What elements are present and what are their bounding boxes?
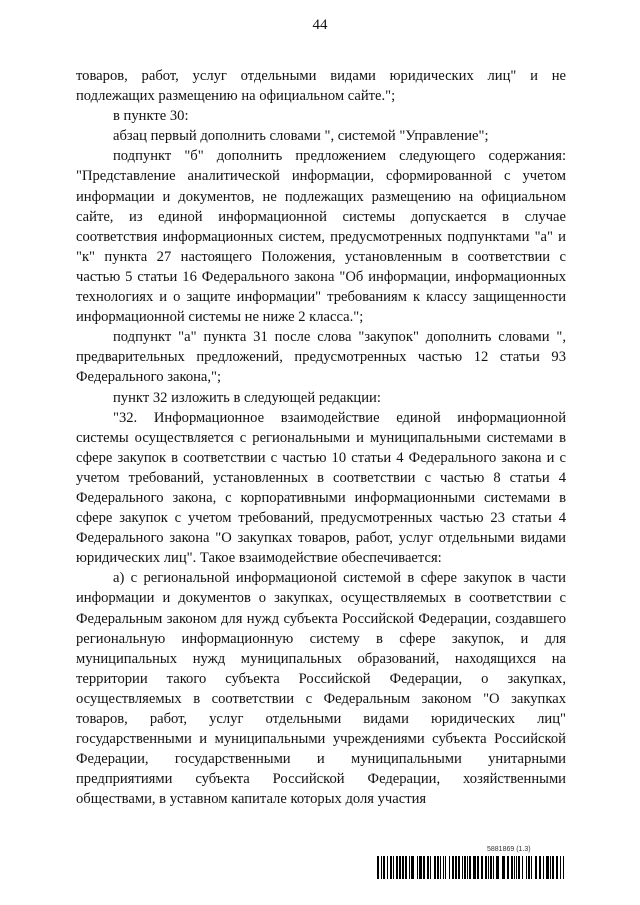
page-number: 44 (312, 17, 328, 33)
footer-code: 5881869 (1.3) (487, 846, 531, 853)
barcode (377, 856, 565, 879)
paragraph: а) с региональной информационой системой в сфере закупок в части информации и документов о закупках, осуществляемых в соответствии с Федеральным законом для нужд субъекта Российской Федерации, создавшего региональную информационную систему в сфере закупок, и для муниципальных нужд муниципальных образований, находящихся на территории такого субъекта Российской Федерации, о закупках, осуществляемых в соответствии с Федеральным законом "О закупках товаров, работ, услуг отдельными видами юридических лиц" государственными и муниципальными учреждениями субъекта Российской Федерации, государственными и муниципальными унитарными предприятиями субъекта Российской Федерации, хозяйственными обществами, в уставном капитале которых доля участия (76, 570, 566, 808)
paragraph: в пункте 30: (113, 108, 189, 125)
paragraph: товаров, работ, услуг отдельными видами юридических лиц" и не подлежащих размещению на официальном сайте."; (76, 68, 566, 105)
paragraph: подпункт "а" пункта 31 после слова "закупок" дополнить словами ", предварительных предложений, предусмотренных частью 12 статьи 93 Федерального закона,"; (76, 329, 566, 386)
paragraph: подпункт "б" дополнить предложением следующего содержания: "Представление аналитической информации, сформированной с учетом информации и документов, не подлежащих размещению на официальном сайте, из единой информационной системы допускается в случае соответствия информационных систем, предусмотренных подпунктами "а" и "к" пункта 27 настоящего Положения, установленным в соответствии с частью 5 статьи 16 Федерального закона "Об информации, информационных технологиях и о защите информации" требованиям к классу защищенности информационной системы не ниже 2 класса."; (76, 148, 566, 326)
paragraph: абзац первый дополнить словами ", системой "Управление"; (113, 128, 489, 145)
document-body (76, 66, 566, 809)
paragraph: пункт 32 изложить в следующей редакции: (113, 389, 381, 406)
paragraph: "32. Информационное взаимодействие единой информационной системы осуществляется с региональными и муниципальными системами в сфере закупок в соответствии с частью 10 статьи 4 Федерального закона и с учетом требований, установленных в соответствии с частью 8 статьи 4 Федерального закона, с корпоративными информационными системами в сфере закупок с учетом требований, предусмотренных частью 23 статьи 4 Федерального закона "О закупках товаров, работ, услуг отдельными видами юридических лиц". Такое взаимодействие обеспечивается: (76, 409, 566, 567)
